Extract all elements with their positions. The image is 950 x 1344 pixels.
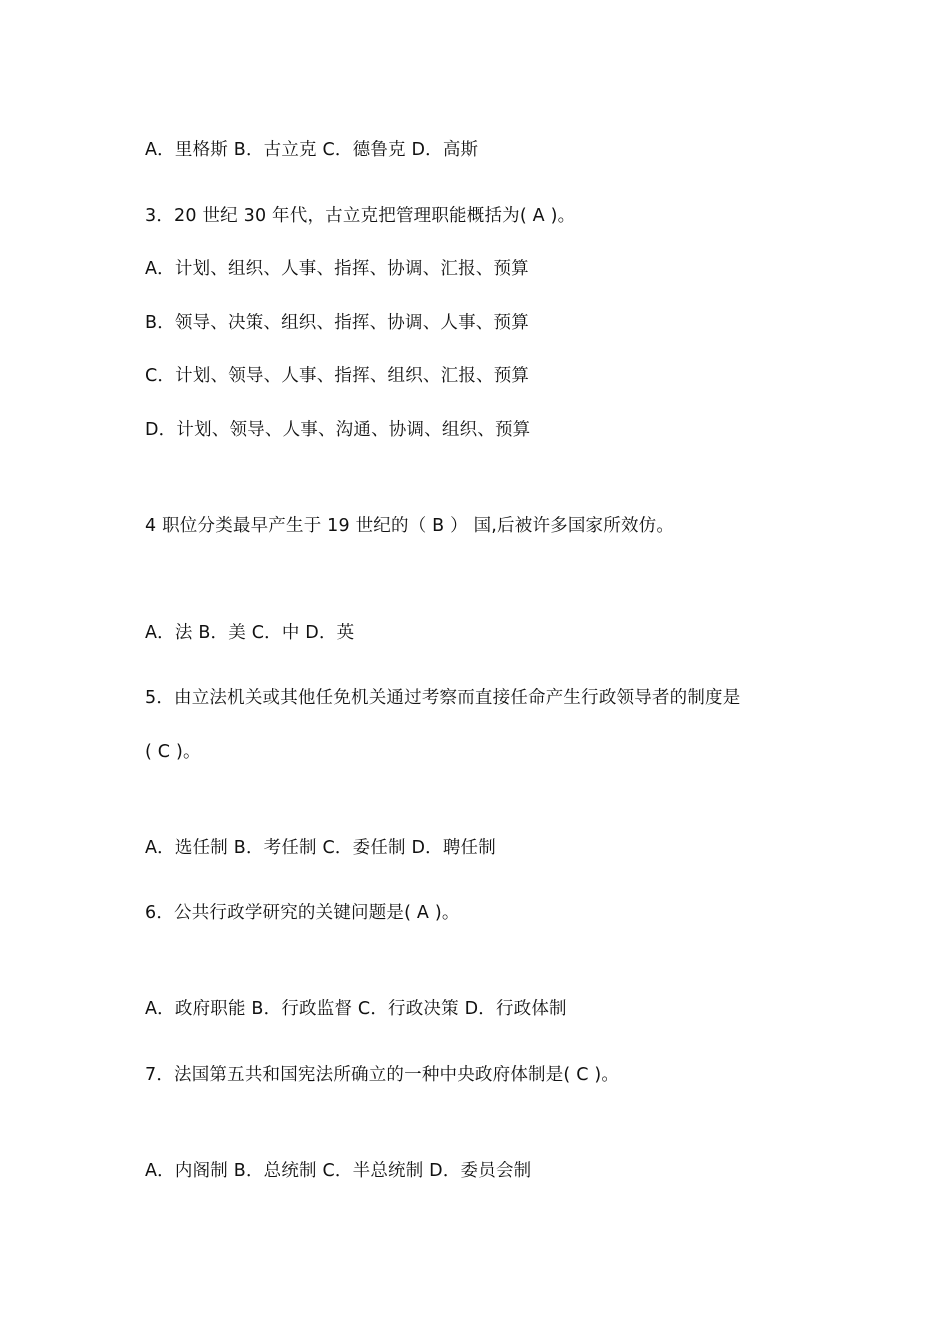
q3-option-a: A．计划、组织、人事、指挥、协调、汇报、预算 (145, 259, 529, 279)
q3-option-d: D．计划、领导、人事、沟通、协调、组织、预算 (145, 420, 531, 440)
q6-question: 6．公共行政学研究的关键问题是( A )。 (145, 903, 460, 923)
q3-option-b: B．领导、决策、组织、指挥、协调、人事、预算 (145, 313, 529, 333)
q3-question: 3．20 世纪 30 年代，古立克把管理职能概括为( A )。 (145, 206, 576, 226)
q5-question: 5．由立法机关或其他任免机关通过考察而直接任命产生行政领导者的制度是 (145, 688, 741, 708)
q5-options: A．选任制 B．考任制 C．委任制 D．聘任制 (145, 838, 496, 858)
q4-options: A．法 B．美 C．中 D．英 (145, 623, 355, 643)
q5-question-answer: ( C )。 (145, 742, 201, 762)
q4-question: 4 职位分类最早产生于 19 世纪的（ B ） 国,后被许多国家所效仿。 (145, 516, 675, 536)
q7-question: 7．法国第五共和国宪法所确立的一种中央政府体制是( C )。 (145, 1065, 620, 1085)
q6-options: A．政府职能 B．行政监督 C．行政决策 D．行政体制 (145, 999, 567, 1019)
q7-options: A．内阁制 B．总统制 C．半总统制 D．委员会制 (145, 1161, 532, 1181)
q2-options: A．里格斯 B．古立克 C．德鲁克 D．高斯 (145, 140, 479, 160)
q3-option-c: C．计划、领导、人事、指挥、组织、汇报、预算 (145, 366, 530, 386)
